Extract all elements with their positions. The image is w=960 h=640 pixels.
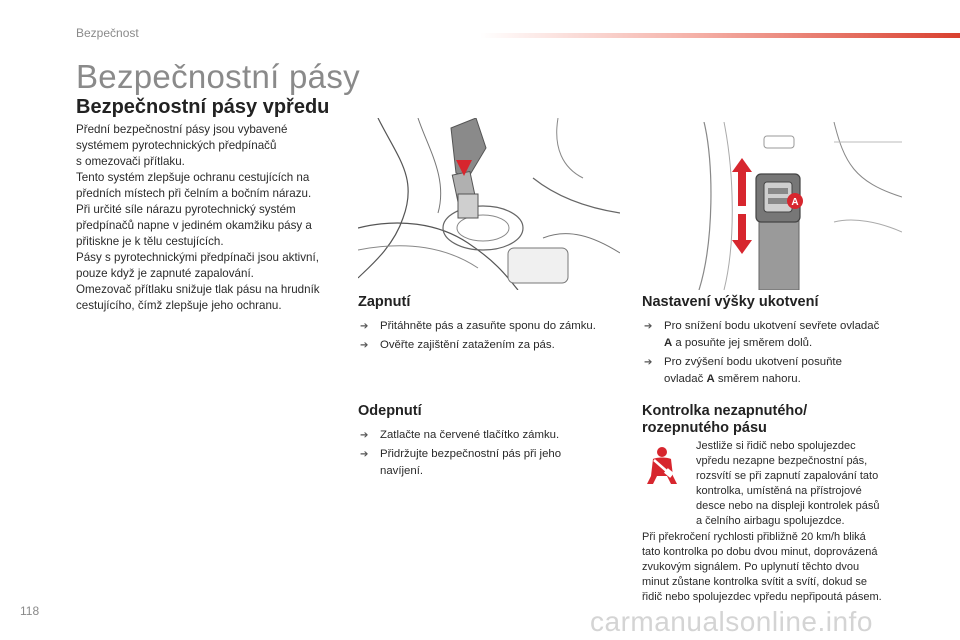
vyska-steps [642,318,912,390]
zapnuti-title: Zapnutí [358,294,411,310]
buckle-illustration [358,118,620,290]
text-line: vpředu nezapne bezpečnostní pás, [696,455,868,467]
front-belts-title: Bezpečnostní pásy vpředu [76,96,330,118]
seatbelt-warning-drawing [644,446,680,486]
list-item [642,318,912,352]
title-line: rozepnutého pásu [642,420,767,436]
control-label: A [664,337,673,349]
bullet-icon: ➔ [360,449,369,460]
step-text: Pro snížení bodu ukotvení sevřete ovladač [664,320,880,332]
bullet-icon: ➔ [644,321,653,332]
list-item [642,354,912,388]
buckle-drawing [358,118,620,290]
text-line: kontrolka, umístěná na přístrojové [696,485,862,497]
step-text: a posuňte jej směrem dolů. [672,337,813,349]
watermark-text: carmanualsonline.info [590,606,873,637]
text-line: předpínačů napne v jediném okamžiku pásy a [76,219,312,232]
control-label: A [706,373,715,385]
text-line: Omezovač přítlaku snižuje tlak pásu na hrudník [76,283,320,296]
list-item [358,446,628,480]
text-line: Při určité síle nárazu pyrotechnický systém [76,203,296,216]
bullet-icon: ➔ [360,340,369,351]
height-adjuster-drawing [684,122,902,290]
section-header-label: Bezpečnost [76,26,139,40]
list-item [358,318,628,335]
step-text: ovladač [664,373,707,385]
seatbelt-warning-icon [644,446,680,486]
step-text: Zatlačte na červené tlačítko zámku. [380,429,560,441]
text-line: cestujícího, čímž zlepšuje jeho ochranu. [76,299,282,312]
text-line: řidič nebo spolujezdec vpředu nepřipoutá pásem. [642,591,882,603]
text-line: tato kontrolka po dobu dvou minut, doprovázená [642,546,878,558]
header-accent-bar [480,33,960,38]
text-line: rozsvítí se při zapnutí zapalování tato [696,470,879,482]
kontrolka-side-text [696,439,916,529]
bullet-icon: ➔ [360,321,369,332]
bullet-icon: ➔ [644,357,653,368]
text-line: Při překročení rychlosti přibližně 20 km/h bliká [642,531,866,543]
text-line: desce nebo na displeji kontrolek pásů [696,500,880,512]
bullet-icon: ➔ [360,430,369,441]
list-item [358,337,628,354]
text-line: minut zůstane kontrolka svítit a svítí, dokud se [642,576,867,588]
step-text: směrem nahoru. [714,373,801,385]
text-line: a čelního airbagu spolujezdce. [696,515,845,527]
text-line: přitiskne je k tělu cestujících. [76,235,224,248]
text-line: zvukovým signálem. Po uplynutí těchto dvou [642,561,860,573]
text-line: systémem pyrotechnických předpínačů [76,139,277,152]
text-line: předních místech při čelním a bočním nárazu. [76,187,312,200]
vyska-title: Nastavení výšky ukotvení [642,294,819,310]
kontrolka-body-text [642,530,912,605]
odepnuti-steps [358,427,628,482]
step-text: Ověřte zajištění zatažením za pás. [380,339,555,351]
front-belts-text [76,122,348,314]
page-number: 118 [20,604,40,618]
step-text: Přitáhněte pás a zasuňte sponu do zámku. [380,320,596,332]
height-adjuster-illustration [684,122,902,290]
title-line: Kontrolka nezapnutého/ [642,403,808,419]
text-line: s omezovači přítlaku. [76,155,185,168]
marker-a-label: A [791,197,799,208]
list-item [358,427,628,444]
page-title: Bezpečnostní pásy [76,58,360,95]
text-line: pouze když je zapnuté zapalování. [76,267,254,280]
step-text: Přidržujte bezpečnostní pás při jeho [380,448,562,460]
step-text: Pro zvýšení bodu ukotvení posuňte [664,356,842,368]
text-line: Jestliže si řidič nebo spolujezdec [696,440,856,452]
zapnuti-steps [358,318,628,356]
step-text: navíjení. [380,465,424,477]
text-line: Pásy s pyrotechnickými předpínači jsou aktivní, [76,251,319,264]
text-line: Přední bezpečnostní pásy jsou vybavené [76,123,288,136]
text-line: Tento systém zlepšuje ochranu cestujících na [76,171,310,184]
kontrolka-title [642,403,902,437]
odepnuti-title: Odepnutí [358,403,422,419]
